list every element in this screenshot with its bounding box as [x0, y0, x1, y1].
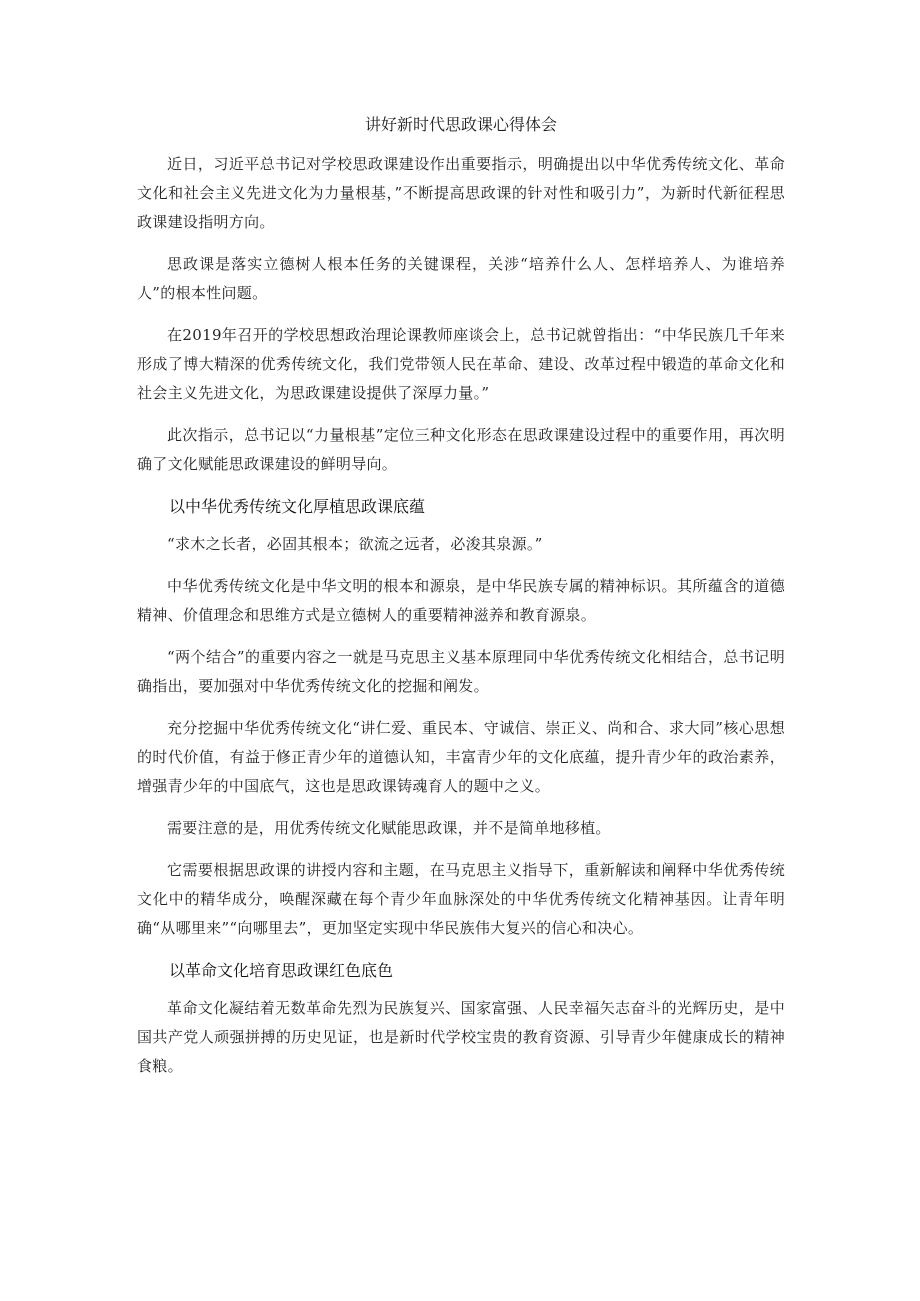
paragraph-core-values: 充分挖掘中华优秀传统文化“讲仁爱、重民本、守诚信、崇正义、尚和合、求大同”核心思想的时代价值，有益于修正青少年的道德认知，丰富青少年的文化底蕴，提升青少年的政治素养，增强青少年的中国底气，这也是思政课铸魂育人的题中之义。 — [137, 719, 785, 795]
paragraph-key-course: 思政课是落实立德树人根本任务的关键课程，关涉“培养什么人、怎样培养人、为谁培养人”的根本性问题。 — [137, 255, 785, 302]
paragraph-classical-quote: “求木之长者，必固其根本；欲流之远者，必浚其泉源。” — [167, 535, 543, 553]
document-content — [137, 113, 785, 1094]
section-heading-revolutionary-culture: 以革命文化培育思政课红色底色 — [169, 961, 394, 980]
paragraph-2019-quote: 在2019年召开的学校思想政治理论课教师座谈会上，总书记就曾指出：“中华民族几千年来形成了博大精深的优秀传统文化，我们党带领人民在革命、建设、改革过程中锻造的革命文化和社会主义先进文化，为思政课建设提供了深厚力量。” — [137, 326, 785, 402]
document-title: 讲好新时代思政课心得体会 — [364, 115, 557, 134]
paragraph-traditional-culture: 中华优秀传统文化是中华文明的根本和源泉，是中华民族专属的精神标识。其所蕴含的道德精神、价值理念和思维方式是立德树人的重要精神滋养和教育源泉。 — [137, 577, 785, 624]
section-heading-traditional-culture: 以中华优秀传统文化厚植思政课底蕴 — [169, 497, 426, 516]
paragraph-reinterpret: 它需要根据思政课的讲授内容和主题，在马克思主义指导下，重新解读和阐释中华优秀传统文化中的精华成分，唤醒深藏在每个青少年血脉深处的中华优秀传统文化精神基因。让青年明确“从哪里来”“向哪里去”，更加坚定实现中华民族伟大复兴的信心和决心。 — [137, 861, 785, 937]
paragraph-not-transplant: 需要注意的是，用优秀传统文化赋能思政课，并不是简单地移植。 — [167, 819, 611, 837]
paragraph-two-integrations: “两个结合”的重要内容之一就是马克思主义基本原理同中华优秀传统文化相结合，总书记明确指出，要加强对中华优秀传统文化的挖掘和阐发。 — [137, 648, 785, 695]
paragraph-revolutionary-culture: 革命文化凝结着无数革命先烈为民族复兴、国家富强、人民幸福矢志奋斗的光辉历史，是中国共产党人顽强拼搏的历史见证，也是新时代学校宝贵的教育资源、引导青少年健康成长的精神食粮。 — [137, 999, 785, 1075]
paragraph-foundation: 此次指示，总书记以“力量根基”定位三种文化形态在思政课建设过程中的重要作用，再次明确了文化赋能思政课建设的鲜明导向。 — [137, 426, 785, 473]
paragraph-intro: 近日，习近平总书记对学校思政课建设作出重要指示，明确提出以中华优秀传统文化、革命文化和社会主义先进文化为力量根基，”不断提高思政课的针对性和吸引力”，为新时代新征程思政课建设指明方向。 — [137, 155, 785, 231]
